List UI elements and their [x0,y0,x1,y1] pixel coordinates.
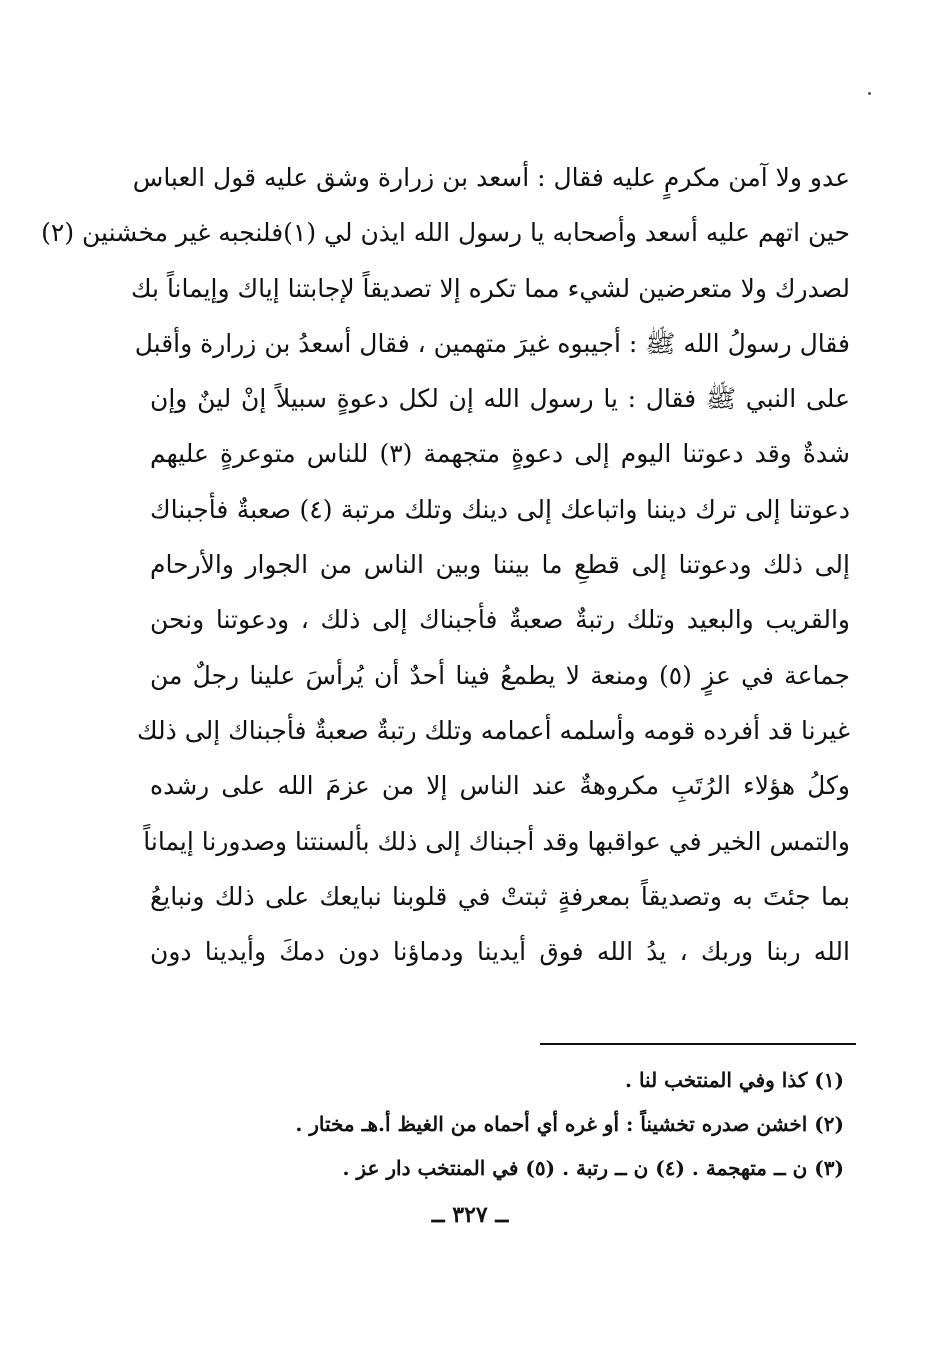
page-number: ــ ٣٢٧ ــ [431,1202,509,1228]
footnotes [150,1058,844,1190]
text-line: الله ربنا وربك ، يدُ الله فوق أيدينا ودماؤنا دون دمكَ وأيدينا دون [150,937,850,967]
text-line: غيرنا قد أفرده قومه وأسلمه أعمامه وتلك رتبةٌ صعبةٌ فأجبناك إلى ذلك [136,715,850,745]
footnote-2: (٢) اخشن صدره تخشيناً : أو غره أي أحماه من الغيظ أ.هـ مختار . [295,1112,844,1136]
text-line: على النبي ﷺ فقال : يا رسول الله إن لكل دعوةٍ سبيلاً إنْ لينٌ وإن [150,384,850,414]
text-line: وكلُ هؤلاء الرُتَبِ مكروهةٌ عند الناس إلا من عزمَ الله على رشده [150,771,850,801]
text-line: إلى ذلك ودعوتنا إلى قطعِ ما بيننا وبين الناس من الجوار والأرحام [150,550,850,580]
text-line: والتمس الخير في عواقبها وقد أجبناك إلى ذلك بألسنتنا وصدورنا إيماناً [143,826,850,856]
text-line: حين اتهم عليه أسعد وأصحابه يا رسول الله ايذن لي (١)فلنجبه غير مخشنين (٢) [41,218,850,248]
text-line: والقريب والبعيد وتلك رتبةٌ صعبةٌ فأجبناك إلى ذلك ، ودعوتنا ونحن [150,605,850,635]
corner-mark [868,92,871,95]
text-line: فقال رسولُ الله ﷺ : أجيبوه غيرَ متهمين ، فقال أسعدُ بن زرارة وأقبل [134,328,850,358]
footnote-3-5: (٣) ن ــ متهجمة . (٤) ن ــ رتبة . (٥) في المنتخب دار عز . [342,1156,844,1180]
main-text [41,150,851,979]
footnote-separator [540,1043,856,1045]
text-line: لصدرك ولا متعرضين لشيء مما تكره إلا تصديقاً لإجابتنا إياك وإيماناً بك [130,273,850,303]
text-line: دعوتنا إلى ترك ديننا واتباعك إلى دينك وتلك مرتبة (٤) صعبةٌ فأجبناك [150,494,851,524]
footnote-1: (١) كذا وفي المنتخب لنا . [625,1068,844,1092]
text-line: شدةٌ وقد دعوتنا اليوم إلى دعوةٍ متجهمة (٣) للناس متوعرةٍ عليهم [150,439,850,469]
text-line: عدو ولا آمن مكرمٍ عليه فقال : أسعد بن زرارة وشق عليه قول العباس [132,163,850,192]
text-line: بما جئتَ به وتصديقاً بمعرفةٍ ثبتتْ في قلوبنا نبايعك على ذلك ونبايعُ [150,881,850,911]
text-line: جماعة في عزٍ (٥) ومنعة لا يطمعُ فينا أحدٌ أن يُرأسَ علينا رجلٌ من [150,660,851,690]
